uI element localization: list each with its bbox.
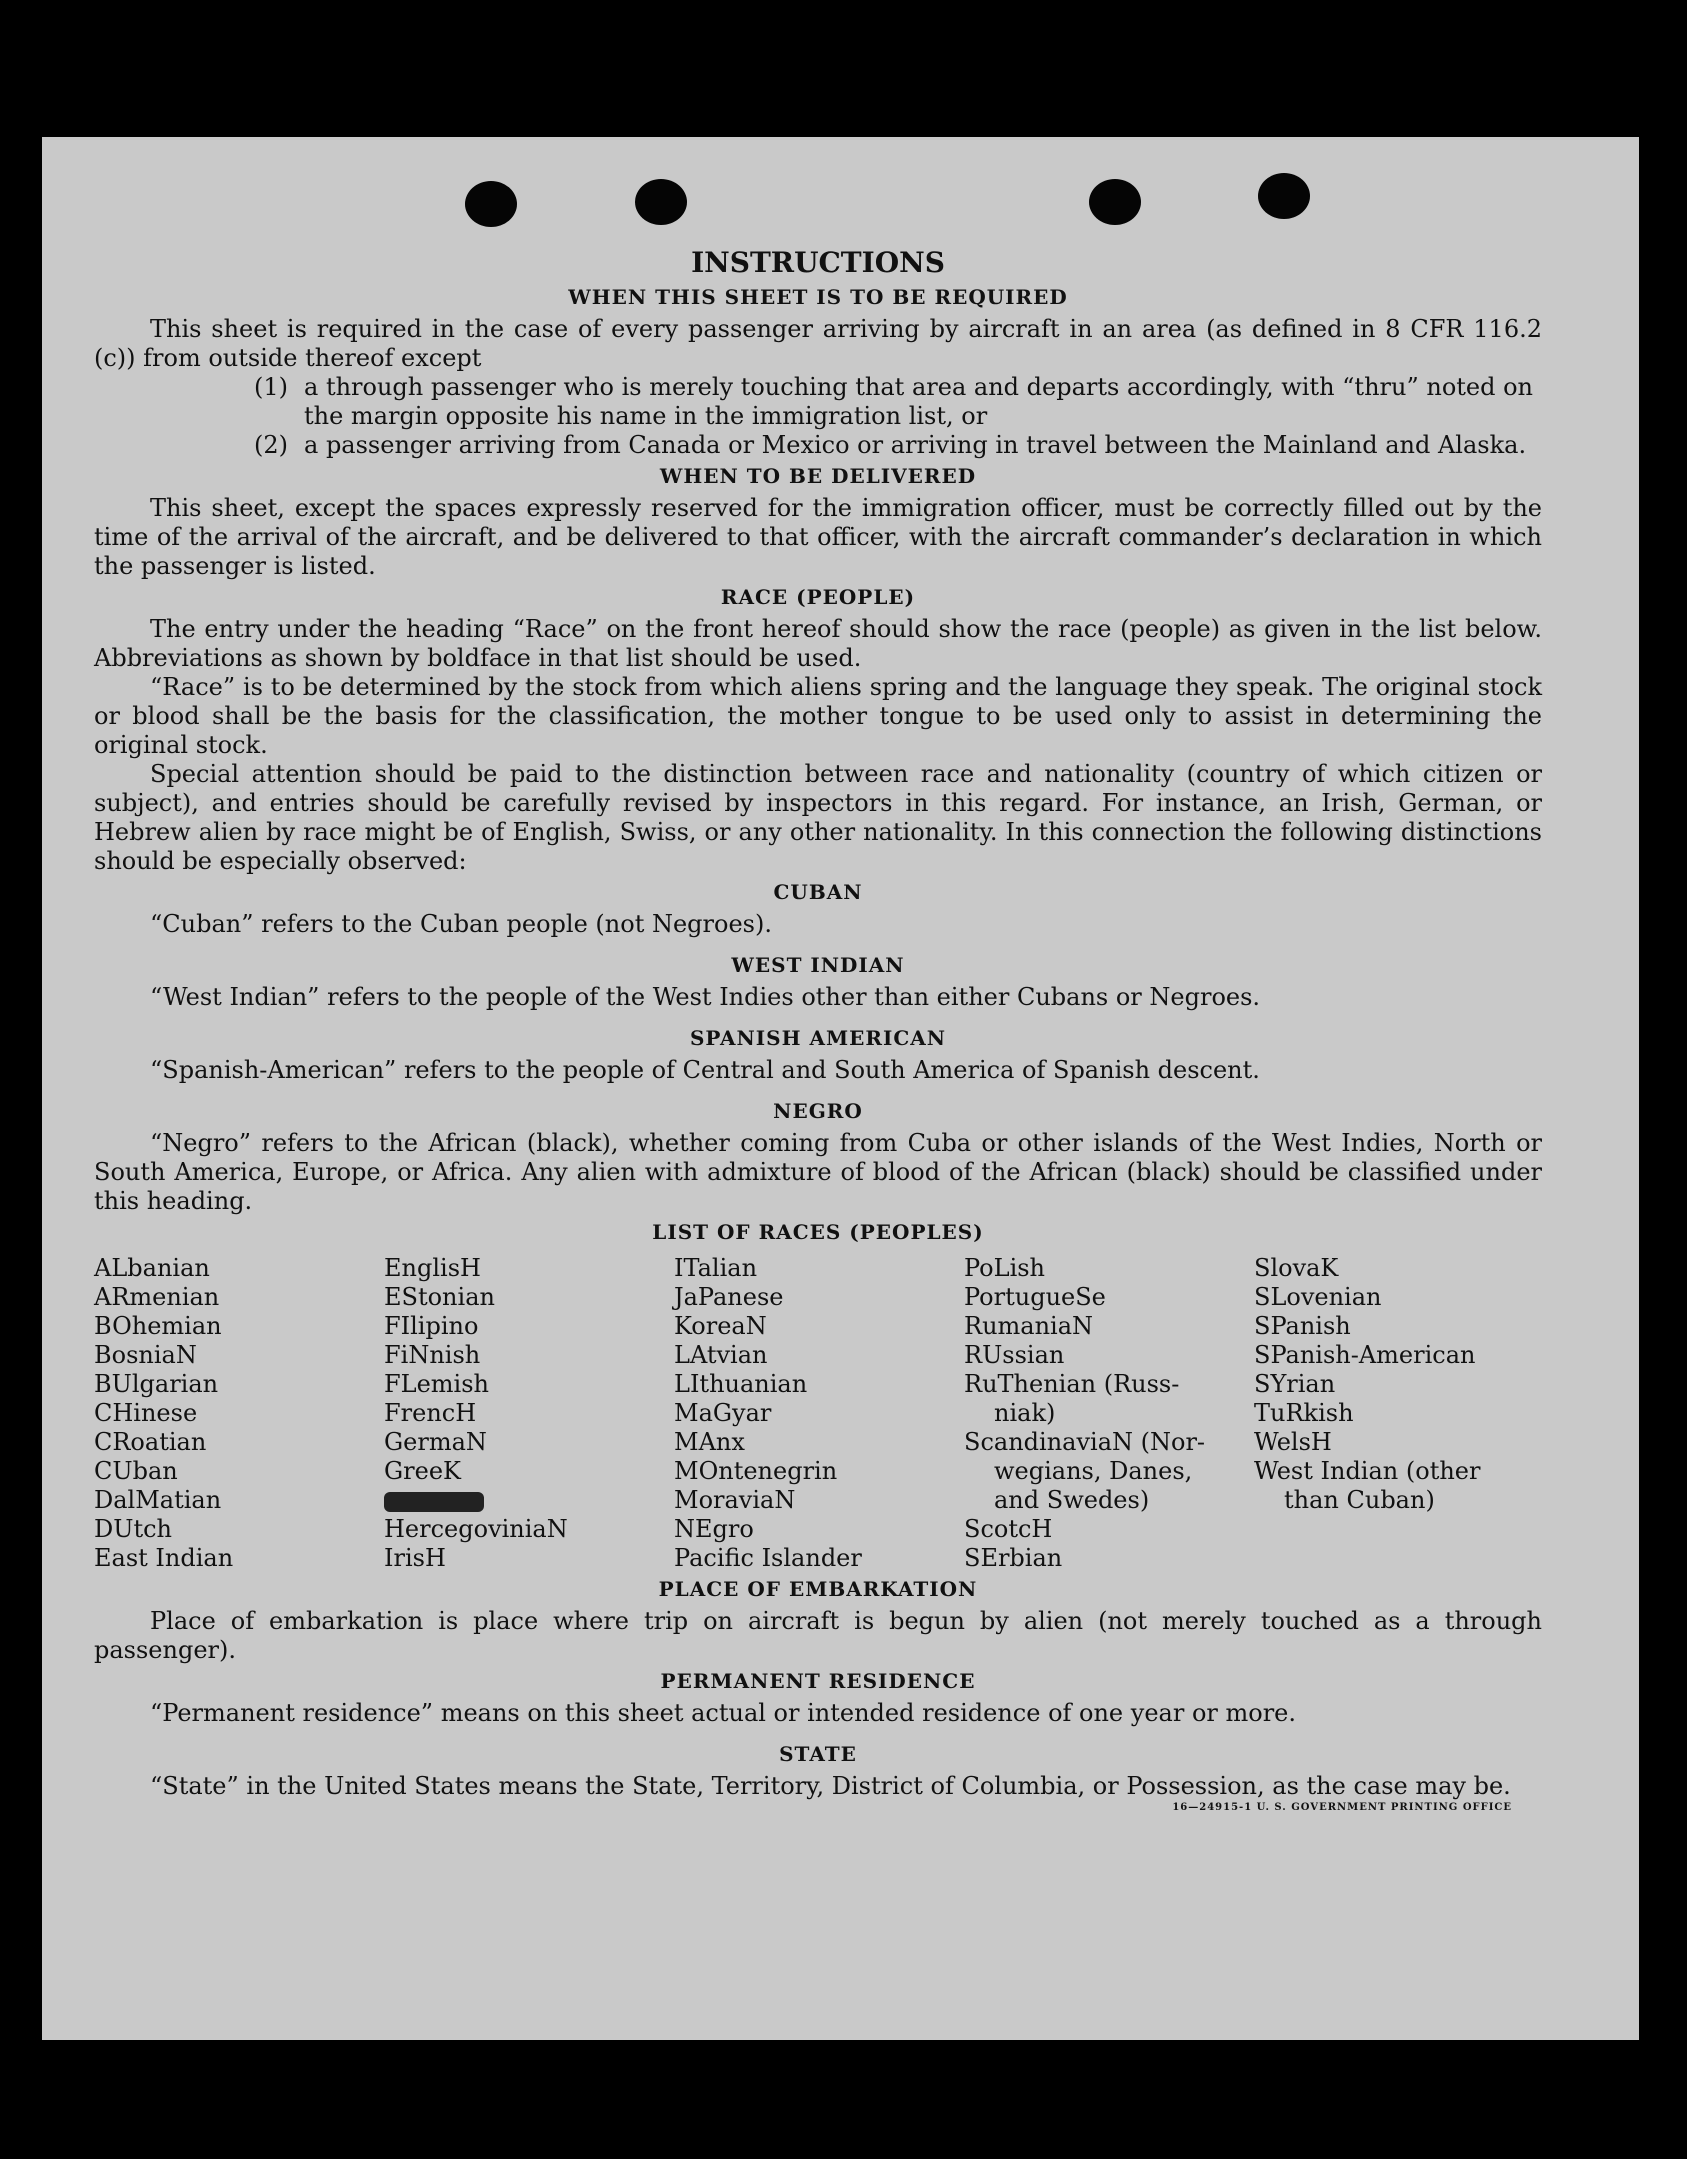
paragraph: This sheet, except the spaces expressly reserved for the immigration officer, must be correctly filled out by the time of the arrival of the aircraft, and be delivered to that officer, with the aircraft commander’s declaration in which the passenger is listed.	[94, 494, 1542, 580]
race-entry: CUban	[94, 1457, 178, 1485]
race-entry: ScandinaviaN (Nor-	[964, 1428, 1206, 1456]
race-entry: HercegoviniaN	[384, 1515, 568, 1543]
item-text: a through passenger who is merely touching that area and departs accordingly, with “thru” noted on the margin opposite his name in the immigration list, or	[304, 373, 1534, 430]
race-entry: RUssian	[964, 1341, 1065, 1369]
section-heading: CUBAN	[773, 880, 863, 904]
race-entry: RumaniaN	[964, 1312, 1094, 1340]
section-heading: WHEN TO BE DELIVERED	[659, 464, 977, 488]
race-entry: PoLish	[964, 1254, 1046, 1282]
race-entry: MoraviaN	[674, 1486, 796, 1514]
punch-hole	[635, 179, 687, 225]
paragraph: Place of embarkation is place where trip on aircraft is begun by alien (not merely touched as a through passenger).	[94, 1607, 1542, 1664]
section-heading: PERMANENT RESIDENCE	[660, 1669, 976, 1693]
race-entry: SPanish	[1254, 1312, 1351, 1340]
race-entry: NEgro	[674, 1515, 754, 1543]
paragraph: Special attention should be paid to the distinction between race and nationality (country of which citizen or subject), and entries should be carefully revised by inspectors in this regard. For instance, an Irish, German, or Hebrew alien by race might be of English, Swiss, or any other nationality. In this connection the following distinctions should be especially observed:	[94, 760, 1542, 875]
item-text: a passenger arriving from Canada or Mexico or arriving in travel between the Mainland and Alaska.	[304, 431, 1527, 459]
section-heading: STATE	[779, 1742, 857, 1766]
race-entry: DUtch	[94, 1515, 173, 1543]
race-entry: MOntenegrin	[674, 1457, 838, 1485]
race-entry: SLovenian	[1254, 1283, 1382, 1311]
race-entry: ALbanian	[94, 1254, 210, 1282]
race-entry: East Indian	[94, 1544, 234, 1572]
race-entry: ITalian	[674, 1254, 758, 1282]
page-title: INSTRUCTIONS	[691, 246, 945, 279]
race-entry: EStonian	[384, 1283, 495, 1311]
document-sheet	[42, 137, 1639, 2040]
race-entry: FiNnish	[384, 1341, 481, 1369]
paragraph: “State” in the United States means the State, Territory, District of Columbia, or Possession, as the case may be.	[150, 1772, 1511, 1800]
race-entry: BOhemian	[94, 1312, 222, 1340]
paragraph: “Negro” refers to the African (black), whether coming from Cuba or other islands of the West Indies, North or South America, Europe, or Africa. Any alien with admixture of blood of the African (black) should be classified under this heading.	[94, 1129, 1542, 1215]
section-heading: NEGRO	[773, 1099, 863, 1123]
race-entry: SPanish-American	[1254, 1341, 1476, 1369]
race-entry: BosniaN	[94, 1341, 197, 1369]
punch-hole	[1089, 179, 1141, 225]
race-entry: JaPanese	[674, 1283, 784, 1311]
list-item	[254, 431, 1542, 460]
race-entry: FLemish	[384, 1370, 489, 1398]
race-entry: PortugueSe	[964, 1283, 1106, 1311]
item-number: (1)	[254, 373, 288, 401]
race-entry: FIlipino	[384, 1312, 479, 1340]
race-entry: CRoatian	[94, 1428, 207, 1456]
race-entry: LAtvian	[674, 1341, 768, 1369]
race-list	[94, 1254, 1542, 1573]
paragraph: The entry under the heading “Race” on the front hereof should show the race (people) as given in the list below. Abbreviations as shown by boldface in that list should be used.	[94, 615, 1542, 672]
race-entry: Pacific Islander	[674, 1544, 862, 1572]
punch-hole	[465, 181, 517, 227]
race-entry: BUlgarian	[94, 1370, 219, 1398]
section-heading: LIST OF RACES (PEOPLES)	[652, 1220, 984, 1244]
paragraph: “Race” is to be determined by the stock from which aliens spring and the language they speak. The original stock or blood shall be the basis for the classification, the mother tongue to be used only to assist in determining the original stock.	[94, 673, 1542, 759]
race-entry	[384, 1486, 674, 1515]
document-content	[94, 245, 1542, 1822]
paragraph: “Spanish-American” refers to the people of Central and South America of Spanish descent.	[150, 1056, 1260, 1084]
race-entry: KoreaN	[674, 1312, 767, 1340]
race-entry: MaGyar	[674, 1399, 772, 1427]
race-entry: TuRkish	[1254, 1399, 1354, 1427]
race-entry: EnglisH	[384, 1254, 481, 1282]
redacted-mark	[384, 1492, 484, 1512]
race-entry: CHinese	[94, 1399, 198, 1427]
race-entry: WelsH	[1254, 1428, 1332, 1456]
race-entry: SYrian	[1254, 1370, 1336, 1398]
printing-office-footer: 16—24915-1 U. S. GOVERNMENT PRINTING OFFICE	[1172, 1802, 1512, 1813]
race-entry: SlovaK	[1254, 1254, 1339, 1282]
paragraph: “West Indian” refers to the people of the West Indies other than either Cubans or Negroes.	[150, 983, 1261, 1011]
paragraph: This sheet is required in the case of every passenger arriving by aircraft in an area (as defined in 8 CFR 116.2 (c)) from outside thereof except	[94, 315, 1542, 372]
race-entry	[1254, 1515, 1542, 1544]
race-entry: IrisH	[384, 1544, 446, 1572]
race-entry: niak)	[994, 1399, 1056, 1427]
race-entry: GermaN	[384, 1428, 487, 1456]
section-heading: RACE (PEOPLE)	[720, 585, 916, 609]
race-entry: ARmenian	[94, 1283, 220, 1311]
race-entry: than Cuban)	[1284, 1486, 1435, 1514]
section-heading: PLACE OF EMBARKATION	[658, 1577, 978, 1601]
race-entry: RuThenian (Russ-	[964, 1370, 1180, 1398]
section-heading: WEST INDIAN	[731, 953, 905, 977]
section-heading: SPANISH AMERICAN	[689, 1026, 947, 1050]
item-number: (2)	[254, 431, 288, 459]
race-entry: SErbian	[964, 1544, 1063, 1572]
race-entry: DalMatian	[94, 1486, 222, 1514]
paragraph: “Permanent residence” means on this sheet actual or intended residence of one year or more.	[150, 1699, 1296, 1727]
punch-hole	[1258, 173, 1310, 219]
race-entry: West Indian (other	[1254, 1457, 1481, 1485]
race-entry: FrencH	[384, 1399, 477, 1427]
race-entry: and Swedes)	[994, 1486, 1150, 1514]
race-entry: wegians, Danes,	[994, 1457, 1193, 1485]
list-item	[254, 373, 1542, 431]
section-heading: WHEN THIS SHEET IS TO BE REQUIRED	[568, 285, 1068, 309]
race-entry: LIthuanian	[674, 1370, 808, 1398]
race-entry: MAnx	[674, 1428, 745, 1456]
race-entry: ScotcH	[964, 1515, 1053, 1543]
race-entry: GreeK	[384, 1457, 461, 1485]
race-entry	[1254, 1544, 1542, 1573]
paragraph: “Cuban” refers to the Cuban people (not Negroes).	[150, 910, 772, 938]
